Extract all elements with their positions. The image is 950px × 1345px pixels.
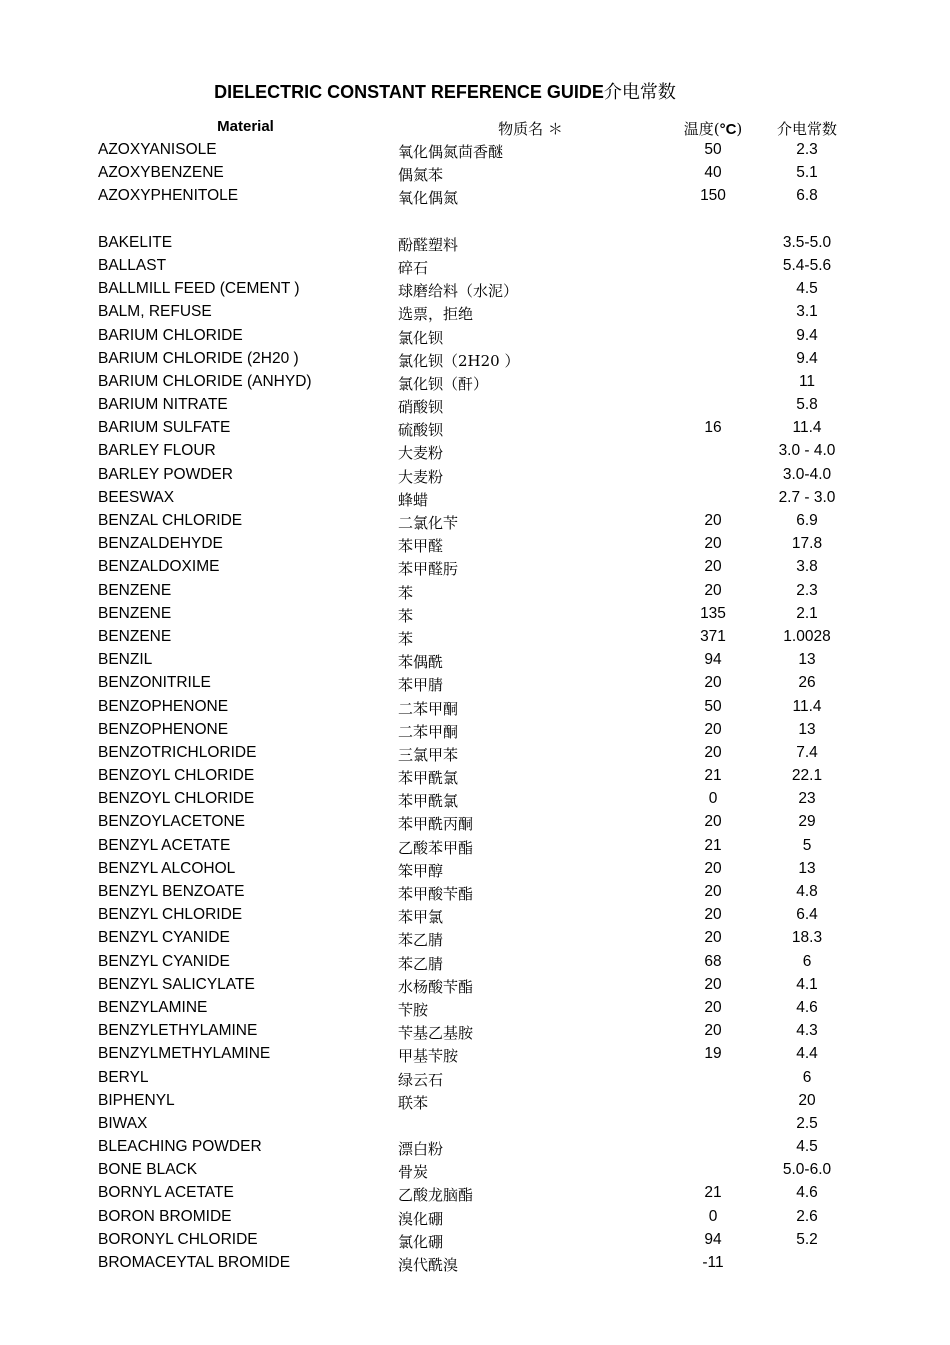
cell-temperature: 20 — [704, 581, 722, 599]
cell-cn-name: 乙酸龙脑酯 — [398, 1186, 474, 1205]
cell-material: BENZYL ACETATE — [98, 836, 231, 854]
cell-dielectric-constant: 6 — [802, 952, 812, 970]
table-row — [0, 186, 950, 209]
cell-temperature: 94 — [704, 1230, 722, 1248]
cell-material: BONE BLACK — [98, 1161, 198, 1179]
table-row — [0, 233, 950, 256]
cell-dielectric-constant: 2.5 — [796, 1114, 818, 1132]
table-row — [0, 789, 950, 812]
cell-dielectric-constant: 17.8 — [791, 535, 823, 553]
cell-cn-name: 偶氮苯 — [398, 166, 444, 185]
header-temp-suffix: ) — [736, 120, 743, 138]
cell-temperature: 20 — [704, 1022, 722, 1040]
table-row — [0, 279, 950, 302]
table-row — [0, 766, 950, 789]
cell-dielectric-constant: 13 — [798, 651, 816, 669]
cell-cn-name: 苯甲氯 — [398, 908, 444, 927]
header-cn-name: 物质名 ＊ — [498, 120, 563, 138]
cell-dielectric-constant: 23 — [798, 790, 816, 808]
cell-cn-name: 苄基乙基胺 — [398, 1024, 474, 1043]
cell-dielectric-constant: 7.4 — [796, 743, 818, 761]
cell-material: BARIUM NITRATE — [98, 396, 228, 414]
table-row — [0, 859, 950, 882]
cell-material: BAKELITE — [98, 233, 173, 251]
cell-cn-name: 苯 — [398, 583, 414, 602]
cell-dielectric-constant: 5.4-5.6 — [782, 256, 832, 274]
cell-material: BLEACHING POWDER — [98, 1138, 262, 1156]
cell-cn-name: 绿云石 — [398, 1070, 444, 1089]
table-row — [0, 673, 950, 696]
cell-material: BENZYL SALICYLATE — [98, 975, 255, 993]
cell-temperature: 68 — [704, 952, 722, 970]
cell-material: BIPHENYL — [98, 1091, 175, 1109]
table-body — [0, 140, 950, 1276]
cell-material: BARLEY POWDER — [98, 465, 233, 483]
cell-cn-name: 苯甲醛 — [398, 537, 444, 556]
table-row — [0, 441, 950, 464]
cell-material: BENZOYLACETONE — [98, 813, 246, 831]
table-row — [0, 627, 950, 650]
cell-material: BARIUM CHLORIDE (ANHYD) — [98, 372, 312, 390]
cell-material: BENZENE — [98, 627, 172, 645]
cell-cn-name: 乙酸苯甲酯 — [398, 838, 474, 857]
table-row — [0, 511, 950, 534]
cell-cn-name: 苯甲醛肟 — [398, 560, 459, 579]
cell-cn-name: 氯化钡（酐） — [398, 374, 489, 393]
cell-dielectric-constant: 4.3 — [796, 1022, 818, 1040]
table-row — [0, 697, 950, 720]
cell-temperature: 94 — [704, 651, 722, 669]
cell-cn-name: 硝酸钡 — [398, 398, 444, 417]
table-row — [0, 1207, 950, 1230]
cell-material: BENZYL CYANIDE — [98, 952, 230, 970]
table-row — [0, 928, 950, 951]
cell-cn-name: 苄胺 — [398, 1000, 429, 1019]
cell-material: BENZIL — [98, 651, 153, 669]
cell-dielectric-constant: 2.1 — [796, 604, 818, 622]
cell-cn-name: 苯偶酰 — [398, 653, 444, 672]
cell-temperature: 0 — [708, 790, 718, 808]
cell-dielectric-constant: 2.3 — [796, 141, 818, 158]
cell-dielectric-constant: 3.1 — [796, 303, 818, 321]
cell-temperature: 20 — [704, 883, 722, 900]
cell-dielectric-constant: 2.7 - 3.0 — [778, 488, 836, 506]
table-row — [0, 534, 950, 557]
table-row — [0, 140, 950, 163]
cell-cn-name: 氯化钡（2H20 ） — [398, 351, 520, 370]
cell-cn-name: 苯甲酰氯 — [398, 792, 459, 811]
cell-cn-name: 苯 — [398, 629, 414, 648]
cell-material: BENZOYL CHLORIDE — [98, 767, 255, 785]
table-row — [0, 581, 950, 604]
cell-temperature: 21 — [704, 767, 722, 785]
cell-material: BENZYLAMINE — [98, 998, 208, 1016]
header-dielectric-constant: 介电常数 — [776, 120, 837, 138]
cell-dielectric-constant: 4.8 — [796, 883, 818, 900]
cell-material: BENZYL ALCOHOL — [98, 859, 236, 877]
table-row — [0, 1044, 950, 1067]
title-en: DIELECTRIC CONSTANT REFERENCE GUIDE — [214, 82, 604, 102]
table-row — [0, 1021, 950, 1044]
cell-cn-name: 苯乙腈 — [398, 954, 444, 973]
cell-cn-name: 二苯甲酮 — [398, 699, 459, 718]
cell-temperature: 20 — [704, 720, 722, 738]
cell-cn-name: 骨炭 — [398, 1163, 429, 1182]
cell-temperature: 40 — [704, 164, 722, 182]
cell-cn-name: 酚醛塑料 — [398, 235, 459, 254]
table-row — [0, 302, 950, 325]
cell-material: AZOXYBENZENE — [98, 164, 224, 182]
cell-cn-name: 氯化钡 — [398, 328, 444, 347]
cell-material: BENZONITRILE — [98, 674, 211, 692]
cell-temperature: 20 — [704, 743, 722, 761]
cell-material: BORNYL ACETATE — [98, 1184, 234, 1202]
cell-cn-name: 大麦粉 — [398, 444, 444, 463]
cell-dielectric-constant: 3.0-4.0 — [782, 465, 832, 483]
cell-dielectric-constant: 4.5 — [796, 280, 818, 298]
cell-material: BORON BROMIDE — [98, 1207, 232, 1225]
header-temp-unit: °C — [719, 121, 737, 138]
cell-material: BROMACEYTAL BROMIDE — [98, 1254, 291, 1271]
cell-cn-name: 苯甲酰氯 — [398, 769, 459, 788]
cell-temperature: 0 — [708, 1207, 718, 1225]
cell-dielectric-constant: 5.2 — [796, 1230, 818, 1248]
cell-temperature: 21 — [704, 836, 722, 854]
header-temperature — [663, 118, 763, 139]
cell-material: BERYL — [98, 1068, 149, 1086]
cell-dielectric-constant: 1.0028 — [783, 627, 831, 645]
cell-cn-name: 苯甲酸苄酯 — [398, 885, 474, 903]
cell-dielectric-constant: 20 — [798, 1091, 816, 1109]
cell-dielectric-constant: 26 — [798, 674, 816, 692]
table-row — [0, 1137, 950, 1160]
cell-temperature: 50 — [704, 141, 722, 158]
table-row — [0, 349, 950, 372]
cell-dielectric-constant: 6.8 — [796, 187, 818, 205]
table-row — [0, 418, 950, 441]
cell-cn-name: 氧化偶氮茴香醚 — [398, 143, 504, 161]
cell-material: BENZOPHENONE — [98, 697, 229, 715]
table-row — [0, 1160, 950, 1183]
table-row — [0, 372, 950, 395]
cell-temperature: 150 — [700, 187, 726, 205]
cell-material: BENZYLMETHYLAMINE — [98, 1045, 271, 1063]
cell-temperature: 19 — [704, 1045, 722, 1063]
cell-material: BALLMILL FEED (CEMENT ) — [98, 280, 300, 298]
table-row — [0, 743, 950, 766]
table-row — [0, 1253, 950, 1276]
cell-cn-name: 溴化硼 — [398, 1209, 444, 1228]
cell-material: BENZAL CHLORIDE — [98, 512, 243, 529]
cell-cn-name: 氯化硼 — [398, 1232, 444, 1251]
cell-dielectric-constant: 13 — [798, 859, 816, 877]
table-row — [0, 163, 950, 186]
table-row — [0, 1068, 950, 1091]
cell-material: BENZOPHENONE — [98, 720, 229, 738]
cell-temperature: 21 — [704, 1184, 722, 1202]
cell-temperature: 20 — [704, 906, 722, 924]
table-row — [0, 952, 950, 975]
cell-cn-name: 三氯甲苯 — [398, 745, 459, 764]
cell-dielectric-constant: 9.4 — [796, 349, 818, 367]
cell-cn-name: 苯乙腈 — [398, 931, 444, 950]
cell-cn-name: 碎石 — [398, 258, 429, 277]
table-header — [0, 118, 950, 140]
header-material: Material — [217, 118, 274, 135]
cell-cn-name: 甲基苄胺 — [398, 1047, 459, 1066]
cell-temperature: 50 — [704, 697, 722, 715]
cell-material: BENZYL CYANIDE — [98, 929, 230, 947]
cell-cn-name: 二氯化苄 — [398, 514, 459, 532]
cell-material: BENZENE — [98, 581, 172, 599]
cell-dielectric-constant: 4.5 — [796, 1138, 818, 1156]
cell-dielectric-constant: 29 — [798, 813, 816, 831]
cell-cn-name: 水杨酸苄酯 — [398, 977, 474, 996]
cell-cn-name: 漂白粉 — [398, 1140, 444, 1159]
cell-cn-name: 苯甲腈 — [398, 676, 444, 695]
cell-dielectric-constant: 13 — [798, 720, 816, 738]
cell-dielectric-constant: 11 — [798, 372, 816, 390]
cell-dielectric-constant: 18.3 — [791, 929, 823, 947]
cell-temperature: 20 — [704, 929, 722, 947]
cell-material: BARLEY FLOUR — [98, 442, 216, 460]
table-row — [0, 256, 950, 279]
cell-temperature: 20 — [704, 558, 722, 576]
cell-dielectric-constant: 11.4 — [792, 697, 822, 715]
cell-dielectric-constant: 4.6 — [796, 998, 818, 1016]
cell-temperature: 20 — [704, 998, 722, 1016]
cell-material: BENZYLETHYLAMINE — [98, 1022, 258, 1040]
cell-material: BENZYL CHLORIDE — [98, 906, 243, 924]
cell-dielectric-constant: 6.9 — [796, 512, 818, 529]
table-row — [0, 650, 950, 673]
cell-cn-name: 选票，拒绝 — [398, 305, 474, 324]
table-row — [0, 836, 950, 859]
cell-dielectric-constant: 3.0 - 4.0 — [778, 442, 836, 460]
cell-cn-name: 苯甲酰丙酮 — [398, 815, 474, 834]
cell-cn-name: 二苯甲酮 — [398, 722, 459, 741]
table-row — [0, 557, 950, 580]
cell-material: AZOXYANISOLE — [98, 141, 217, 158]
cell-dielectric-constant: 3.5-5.0 — [782, 233, 832, 251]
table-row — [0, 1183, 950, 1206]
cell-material: AZOXYPHENITOLE — [98, 187, 239, 205]
cell-material: BARIUM SULFATE — [98, 419, 231, 437]
cell-temperature: 20 — [704, 975, 722, 993]
cell-cn-name: 溴代酰溴 — [398, 1256, 459, 1274]
table-row — [0, 326, 950, 349]
table-row — [0, 395, 950, 418]
cell-cn-name: 联苯 — [398, 1093, 429, 1112]
cell-material: BENZOYL CHLORIDE — [98, 790, 255, 808]
cell-dielectric-constant: 2.6 — [796, 1207, 818, 1225]
table-row — [0, 905, 950, 928]
cell-dielectric-constant: 4.1 — [796, 975, 818, 993]
cell-dielectric-constant: 5.0-6.0 — [782, 1161, 832, 1179]
cell-dielectric-constant: 4.6 — [796, 1184, 818, 1202]
table-row — [0, 975, 950, 998]
table-row — [0, 210, 950, 233]
cell-material: BENZALDOXIME — [98, 558, 220, 576]
cell-material: BENZYL BENZOATE — [98, 883, 245, 900]
title-cn: 介电常数 — [603, 82, 676, 103]
cell-cn-name: 球磨给料（水泥） — [398, 282, 519, 301]
cell-dielectric-constant: 2.3 — [796, 581, 818, 599]
cell-cn-name: 笨甲醇 — [398, 861, 444, 880]
cell-cn-name: 苯 — [398, 606, 414, 625]
cell-dielectric-constant: 22.1 — [791, 767, 823, 785]
cell-material: BALLAST — [98, 256, 167, 274]
cell-temperature: 20 — [704, 512, 722, 529]
table-row — [0, 604, 950, 627]
cell-temperature: -11 — [702, 1254, 724, 1271]
cell-temperature: 135 — [700, 604, 726, 622]
cell-cn-name: 蜂蜡 — [398, 490, 429, 509]
cell-dielectric-constant: 9.4 — [796, 326, 818, 344]
cell-dielectric-constant: 5 — [802, 836, 812, 854]
cell-dielectric-constant: 3.8 — [796, 558, 818, 576]
cell-material: BEESWAX — [98, 488, 175, 506]
table-row — [0, 882, 950, 905]
cell-material: BENZENE — [98, 604, 172, 622]
cell-temperature: 20 — [704, 859, 722, 877]
cell-dielectric-constant: 11.4 — [792, 419, 822, 437]
cell-material: BIWAX — [98, 1114, 148, 1132]
cell-dielectric-constant: 5.1 — [796, 164, 818, 182]
cell-dielectric-constant: 5.8 — [796, 396, 818, 414]
table-row — [0, 812, 950, 835]
cell-material: BALM, REFUSE — [98, 303, 212, 321]
cell-cn-name: 氧化偶氮 — [398, 189, 459, 208]
table-row — [0, 998, 950, 1021]
cell-material: BORONYL CHLORIDE — [98, 1230, 258, 1248]
cell-temperature: 20 — [704, 674, 722, 692]
cell-dielectric-constant: 6.4 — [796, 906, 818, 924]
cell-dielectric-constant: 4.4 — [796, 1045, 818, 1063]
cell-temperature: 20 — [704, 813, 722, 831]
table-row — [0, 1230, 950, 1253]
cell-temperature: 16 — [704, 419, 722, 437]
page-title — [0, 78, 890, 104]
cell-temperature: 371 — [700, 627, 726, 645]
cell-material: BENZALDEHYDE — [98, 535, 223, 553]
cell-material: BARIUM CHLORIDE — [98, 326, 243, 344]
table-row — [0, 720, 950, 743]
table-row — [0, 488, 950, 511]
table-row — [0, 1091, 950, 1114]
cell-cn-name: 大麦粉 — [398, 467, 444, 486]
cell-temperature: 20 — [704, 535, 722, 553]
table-row — [0, 1114, 950, 1137]
cell-material: BARIUM CHLORIDE (2H20 ) — [98, 349, 299, 367]
cell-material: BENZOTRICHLORIDE — [98, 743, 257, 761]
table-row — [0, 465, 950, 488]
header-temp-prefix: 温度( — [683, 120, 720, 138]
cell-dielectric-constant: 6 — [802, 1068, 812, 1086]
cell-cn-name: 硫酸钡 — [398, 421, 444, 440]
